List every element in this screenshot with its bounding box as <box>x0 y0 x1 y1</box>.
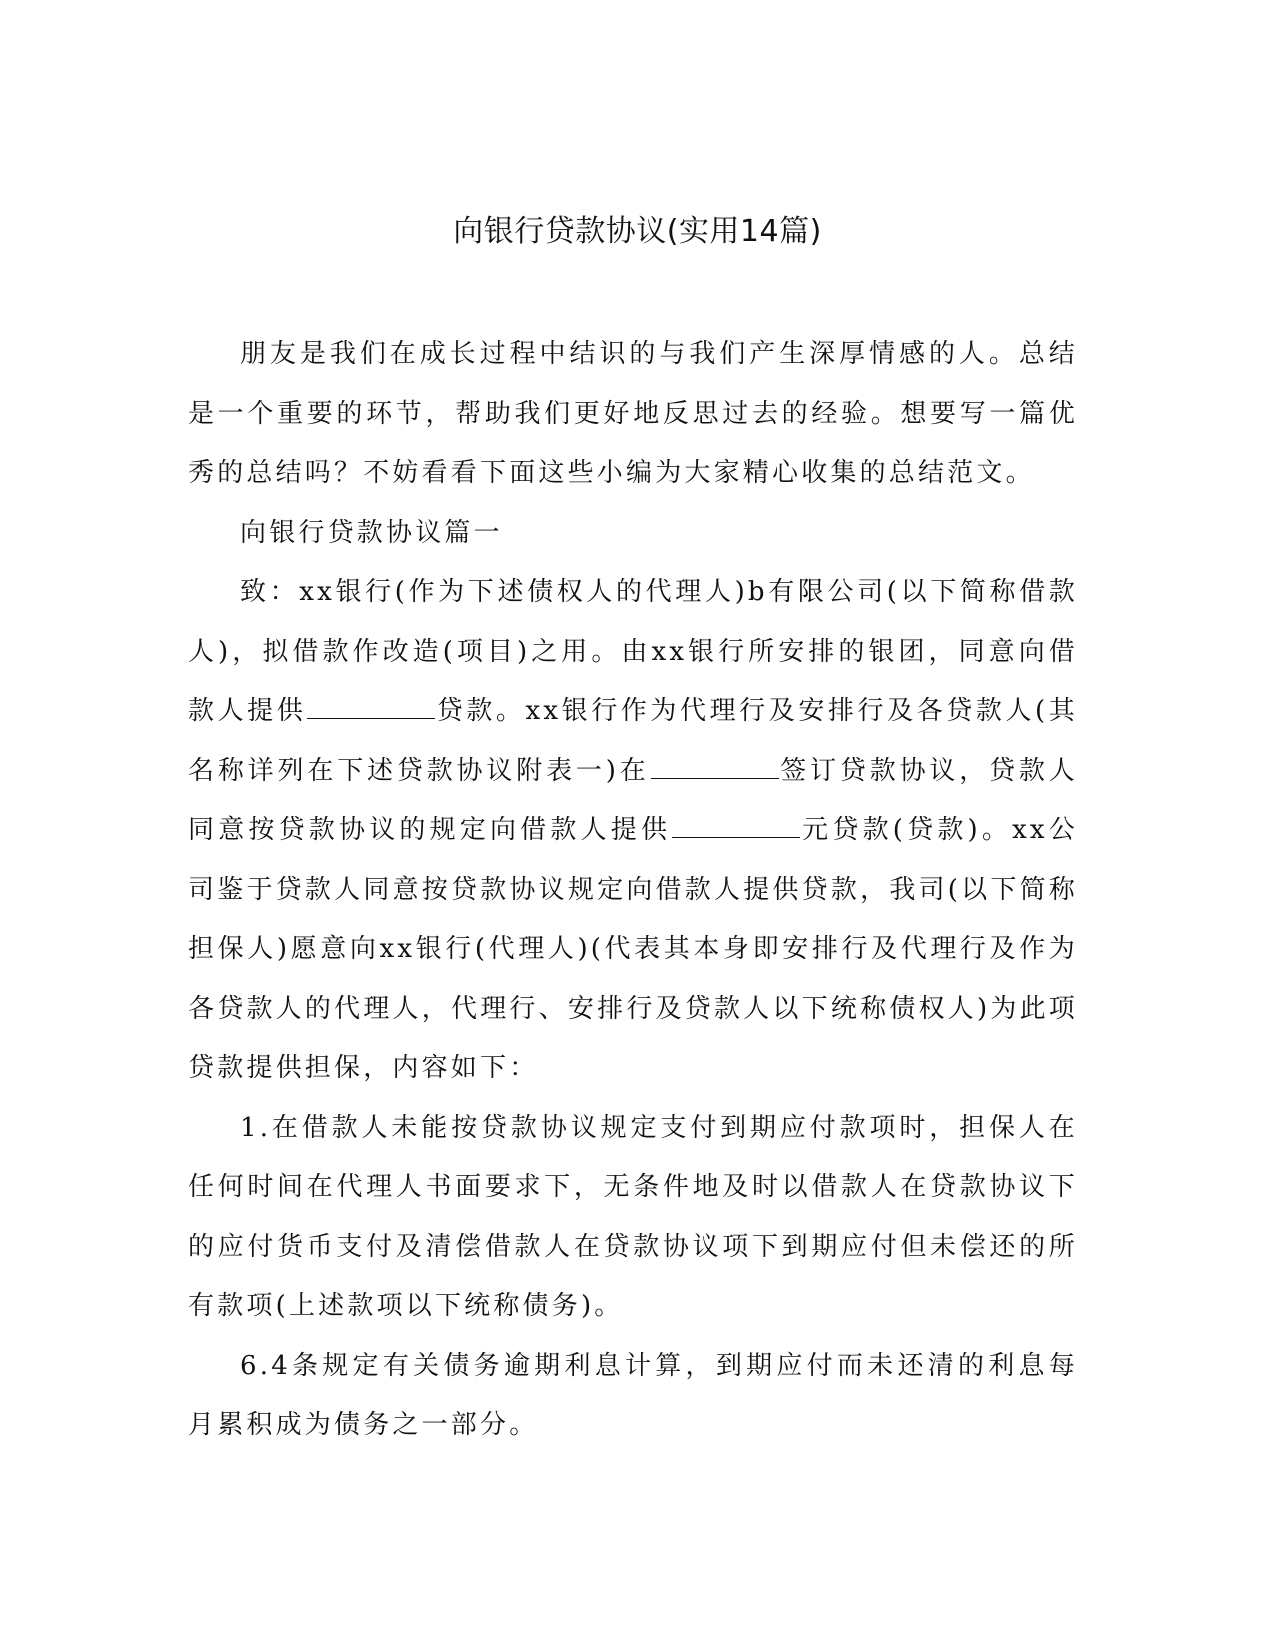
agreement-text-2: 贷款。xx银行作为代理行及安排行及各贷款人(其名称详列在下述贷款协议附表一)在 <box>188 696 1078 786</box>
agreement-text-4: 元贷款(贷款)。xx公司鉴于贷款人同意按贷款协议规定向借款人提供贷款，我司(以下简称担保人)愿意向xx银行(代理人)(代表其本身即安排行及代理行及作为各贷款人的代理人，代理行、安排行及贷款人以下统称债权人)为此项贷款提供担保，内容如下： <box>188 815 1078 1083</box>
agreement-text-1: 致：xx银行(作为下述债权人的代理人)b有限公司(以下简称借款人)，拟借款作改造(项目)之用。由xx银行所安排的银团，同意向借款人提供 <box>188 577 1078 726</box>
section-heading: 向银行贷款协议篇一 <box>240 517 503 548</box>
blank-line-amount <box>307 696 435 719</box>
blank-line-sum <box>672 815 800 838</box>
clause-1-paragraph: 1.在借款人未能按贷款协议规定支付到期应付款项时，担保人在任何时间在代理人书面要求下，无条件地及时以借款人在贷款协议下的应付货币支付及清偿借款人在贷款协议项下到期应付但未偿还的所有款项(上述款项以下统称债务)。 <box>188 1112 1078 1321</box>
agreement-text-3: 签订贷款协议，贷款人同意按贷款协议的规定向借款人提供 <box>188 755 1078 845</box>
document-title: 向银行贷款协议(实用14篇) <box>453 214 822 249</box>
blank-line-date <box>651 756 779 779</box>
document-body <box>188 325 1078 1456</box>
clause-6-4-paragraph: 6.4条规定有关债务逾期利息计算，到期应付而未还清的利息每月累积成为债务之一部分。 <box>188 1350 1078 1440</box>
intro-paragraph: 朋友是我们在成长过程中结识的与我们产生深厚情感的人。总结是一个重要的环节，帮助我们更好地反思过去的经验。想要写一篇优秀的总结吗？不妨看看下面这些小编为大家精心收集的总结范文。 <box>188 339 1078 488</box>
agreement-paragraph <box>188 563 1078 1099</box>
